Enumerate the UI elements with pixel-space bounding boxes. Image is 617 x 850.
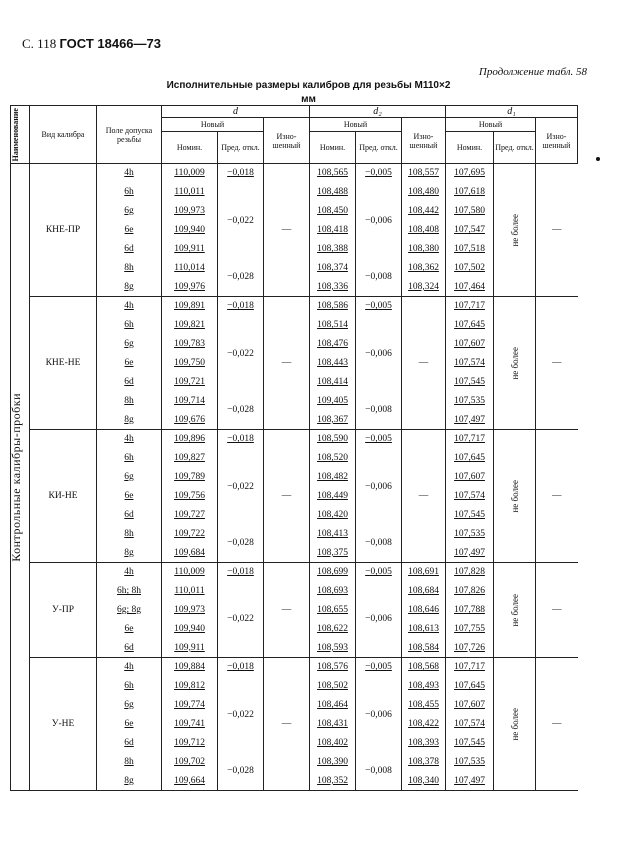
d1-nominal-cell: 107,607 [446,335,494,354]
margin-dot [596,157,600,161]
d-new-header: Новый [162,118,264,132]
d-deviation-block: −0,022 [218,582,264,658]
ne-bolee-label: не более [509,593,520,627]
d2-nominal-cell: 108,413 [310,525,356,544]
d2-nominal-cell: 108,402 [310,734,356,753]
table-row [11,430,578,449]
d1-nominal-cell: 107,618 [446,183,494,202]
table-row [11,658,578,677]
d2-worn-cell: 108,684 [402,582,446,601]
d1-nominal-cell: 107,717 [446,430,494,449]
gauge-type-cell: У-НЕ [30,658,97,791]
tolerance-field-cell: 6e [124,719,134,729]
d1-nominal-cell: 107,726 [446,639,494,658]
table-title: Исполнительные размеры калибров для резьбы М110×2 [166,80,451,91]
d1-worn-header: Изно-шенный [536,118,578,164]
d-nominal-cell: 109,702 [162,753,218,772]
tolerance-field-cell: 6d [97,639,162,658]
d-deviation-block: −0,022 [218,449,264,525]
page-ref: С. 118 [22,36,57,51]
d2-worn-header: Изно-шенный [402,118,446,164]
d-nominal-cell: 110,011 [162,582,218,601]
table-body [11,164,578,791]
d-nominal-cell: 109,940 [162,620,218,639]
tolerance-field-cell: 6d [124,510,134,520]
d2-worn-cell: 108,613 [402,620,446,639]
col-header-d1: d₁ [446,106,578,118]
d2-nom-header: Номин. [310,132,356,164]
d2-deviation-block: −0,008 [356,392,402,430]
d2-worn-cell: 108,393 [402,734,446,753]
d-deviation-block: −0,022 [218,677,264,753]
group-label: Контрольные калибры-пробки [9,392,23,562]
d-deviation-block: −0,028 [218,753,264,791]
ne-bolee-label: не более [509,707,520,741]
tolerance-field-cell: 6d [124,377,134,387]
d1-nominal-cell: 107,574 [446,487,494,506]
tolerance-field-cell: 8h [124,757,134,767]
d1-worn-cell: — [536,563,578,658]
d2-deviation-cell: −0,005 [356,164,402,183]
tolerance-field-cell: 6h [124,187,134,197]
d2-nominal-cell: 108,586 [310,297,356,316]
d2-nominal-cell: 108,450 [310,202,356,221]
d1-nominal-cell: 107,518 [446,240,494,259]
d2-nominal-cell: 108,414 [310,373,356,392]
d-deviation-cell: −0,018 [218,164,264,183]
d1-worn-cell: — [536,430,578,563]
d-worn-cell: — [264,658,310,791]
tolerance-field-cell: 8g [97,772,162,791]
d-nominal-cell: 109,973 [162,202,218,221]
d2-worn-cell: 108,422 [402,715,446,734]
d1-deviation-cell [494,658,536,791]
d1-nominal-cell: 107,574 [446,715,494,734]
d1-nominal-cell: 107,717 [446,297,494,316]
d-nominal-cell: 109,664 [162,772,218,791]
d1-nominal-cell: 107,574 [446,354,494,373]
tolerance-field-cell: 6g [124,700,134,710]
d1-nominal-cell: 107,607 [446,468,494,487]
d1-nominal-cell: 107,535 [446,753,494,772]
d-worn-cell: — [264,297,310,430]
d2-nominal-cell: 108,488 [310,183,356,202]
d-nominal-cell: 109,756 [162,487,218,506]
d2-nominal-cell: 108,388 [310,240,356,259]
d2-nominal-cell: 108,443 [310,354,356,373]
d1-nominal-cell: 107,645 [446,449,494,468]
tolerance-field-cell: 4h [97,658,162,677]
tolerance-field-cell: 4h [97,164,162,183]
tolerance-field-cell: 6g [124,339,134,349]
d1-deviation-cell [494,164,536,297]
d2-worn-cell: — [402,430,446,563]
d1-nominal-cell: 107,497 [446,411,494,430]
d1-nominal-cell: 107,717 [446,658,494,677]
d1-nominal-cell: 107,545 [446,506,494,525]
d1-worn-cell: — [536,297,578,430]
d-deviation-block: −0,022 [218,183,264,259]
standard-number: ГОСТ 18466—73 [59,36,161,51]
d-nominal-cell: 110,014 [162,259,218,278]
d2-deviation-block: −0,006 [356,183,402,259]
gauge-dimensions-table [10,105,578,791]
d-worn-cell: — [264,563,310,658]
group-label-cell [11,164,30,791]
tolerance-field-cell: 8g [97,278,162,297]
d2-worn-cell: 108,408 [402,221,446,240]
d2-nominal-cell: 108,590 [310,430,356,449]
d-deviation-cell: −0,018 [218,430,264,449]
table-row [11,563,578,582]
d-nominal-cell: 109,812 [162,677,218,696]
tolerance-field-cell: 6h [124,320,134,330]
tolerance-field-cell: 6g [124,206,134,216]
d1-nominal-cell: 107,464 [446,278,494,297]
tolerance-field-cell: 6h [124,681,134,691]
d2-nominal-cell: 108,418 [310,221,356,240]
ne-bolee-label: не более [509,346,520,380]
d2-worn-cell: 108,557 [402,164,446,183]
d2-worn-cell: 108,340 [402,772,446,791]
tolerance-field-cell: 6e [124,491,134,501]
d2-nominal-cell: 108,593 [310,639,356,658]
d-nominal-cell: 110,009 [162,164,218,183]
d-nominal-cell: 109,827 [162,449,218,468]
d1-dev-header: Пред. откл. [494,132,536,164]
d-nominal-cell: 109,896 [162,430,218,449]
d1-nominal-cell: 107,535 [446,525,494,544]
d2-nominal-cell: 108,699 [310,563,356,582]
d2-nominal-cell: 108,336 [310,278,356,297]
d-nominal-cell: 109,722 [162,525,218,544]
d2-deviation-block: −0,008 [356,753,402,791]
d2-worn-cell: 108,493 [402,677,446,696]
table-row [11,164,578,183]
d1-nominal-cell: 107,695 [446,164,494,183]
d-nominal-cell: 109,789 [162,468,218,487]
d2-nominal-cell: 108,390 [310,753,356,772]
d-nominal-cell: 109,727 [162,506,218,525]
d2-worn-cell: 108,646 [402,601,446,620]
d-worn-header: Изно-шенный [264,118,310,164]
d-nominal-cell: 109,973 [162,601,218,620]
d-deviation-block: −0,028 [218,525,264,563]
d2-deviation-block: −0,006 [356,316,402,392]
d2-nominal-cell: 108,449 [310,487,356,506]
table-unit: мм [301,94,316,105]
tolerance-field-cell: 6g [124,472,134,482]
d2-worn-cell: 108,442 [402,202,446,221]
tolerance-field-cell: 4h [97,563,162,582]
d2-new-header: Новый [310,118,402,132]
d-nominal-cell: 109,712 [162,734,218,753]
d2-nominal-cell: 108,476 [310,335,356,354]
tolerance-field-cell: 6e [124,624,134,634]
d1-deviation-cell [494,430,536,563]
d2-worn-cell: 108,455 [402,696,446,715]
d1-nominal-cell: 107,755 [446,620,494,639]
d1-nominal-cell: 107,645 [446,677,494,696]
tolerance-field-cell: 8h [124,529,134,539]
d-nominal-cell: 109,783 [162,335,218,354]
page-header [22,36,161,52]
tolerance-field-cell: 6g; 8g [116,605,141,615]
tolerance-field-cell: 8h [124,396,134,406]
d-nominal-cell: 109,741 [162,715,218,734]
d-nominal-cell: 109,821 [162,316,218,335]
tolerance-field-cell: 6h; 8h [116,586,141,596]
d1-nominal-cell: 107,547 [446,221,494,240]
gauge-type-cell: У-ПР [30,563,97,658]
d1-nominal-cell: 107,502 [446,259,494,278]
d1-deviation-cell [494,297,536,430]
d-nominal-cell: 109,774 [162,696,218,715]
d2-nominal-cell: 108,514 [310,316,356,335]
d2-nominal-cell: 108,655 [310,601,356,620]
col-header-d2: d₂ [310,106,446,118]
d2-worn-cell: 108,362 [402,259,446,278]
d2-deviation-cell: −0,005 [356,658,402,677]
tolerance-field-cell: 6d [124,244,134,254]
d-nominal-cell: 109,676 [162,411,218,430]
d2-deviation-cell: −0,005 [356,297,402,316]
d-dev-header: Пред. откл. [218,132,264,164]
d1-deviation-cell [494,563,536,658]
gauge-type-cell: КНЕ-НЕ [30,297,97,430]
d1-nominal-cell: 107,497 [446,544,494,563]
d2-nominal-cell: 108,375 [310,544,356,563]
d1-nominal-cell: 107,828 [446,563,494,582]
d2-deviation-block: −0,006 [356,449,402,525]
tolerance-field-cell: 8g [97,411,162,430]
col-header-name: Наименование [11,106,30,164]
gauge-type-cell: КИ-НЕ [30,430,97,563]
d1-worn-cell: — [536,658,578,791]
tolerance-field-cell: 6d [124,738,134,748]
d2-deviation-block: −0,008 [356,525,402,563]
col-header-gauge-type: Вид калибра [30,106,97,164]
ne-bolee-label: не более [509,479,520,513]
d2-worn-cell: 108,584 [402,639,446,658]
d-deviation-cell: −0,018 [218,658,264,677]
d-nominal-cell: 109,911 [162,240,218,259]
d2-worn-cell: 108,480 [402,183,446,202]
d2-worn-cell: 108,324 [402,278,446,297]
d-nominal-cell: 109,940 [162,221,218,240]
col-header-tolerance-field: Поле допуска резьбы [97,106,162,164]
d1-nominal-cell: 107,645 [446,316,494,335]
d2-nominal-cell: 108,367 [310,411,356,430]
d2-nominal-cell: 108,431 [310,715,356,734]
d-deviation-block: −0,028 [218,259,264,297]
d2-nominal-cell: 108,464 [310,696,356,715]
d1-nominal-cell: 107,545 [446,734,494,753]
tolerance-field-cell: 8g [97,544,162,563]
tolerance-field-cell: 6e [124,225,134,235]
d2-worn-cell: 108,378 [402,753,446,772]
d-nominal-cell: 109,891 [162,297,218,316]
gauge-type-cell: КНЕ-ПР [30,164,97,297]
d-nominal-cell: 109,714 [162,392,218,411]
d-nominal-cell: 109,884 [162,658,218,677]
d2-deviation-cell: −0,005 [356,430,402,449]
d2-deviation-block: −0,006 [356,582,402,658]
d2-nominal-cell: 109,405 [310,392,356,411]
d-nominal-cell: 109,911 [162,639,218,658]
d-nominal-cell: 110,011 [162,183,218,202]
d2-worn-cell: 108,691 [402,563,446,582]
ne-bolee-label: не более [509,213,520,247]
d2-nominal-cell: 108,565 [310,164,356,183]
d2-deviation-cell: −0,005 [356,563,402,582]
d-deviation-cell: −0,018 [218,563,264,582]
tolerance-field-cell: 8h [124,263,134,273]
d2-deviation-block: −0,008 [356,259,402,297]
d-nominal-cell: 109,976 [162,278,218,297]
d2-nominal-cell: 108,482 [310,468,356,487]
d2-nominal-cell: 108,520 [310,449,356,468]
d2-nominal-cell: 108,352 [310,772,356,791]
d1-nominal-cell: 107,535 [446,392,494,411]
col-header-d: d [162,106,310,118]
d2-worn-cell: 108,568 [402,658,446,677]
d-nominal-cell: 109,721 [162,373,218,392]
d2-deviation-block: −0,006 [356,677,402,753]
d1-nominal-cell: 107,497 [446,772,494,791]
d1-nominal-cell: 107,826 [446,582,494,601]
d2-worn-cell: — [402,297,446,430]
d1-nominal-cell: 107,607 [446,696,494,715]
d-nominal-cell: 109,684 [162,544,218,563]
d-nom-header: Номин. [162,132,218,164]
tolerance-field-cell: 6e [124,358,134,368]
d2-nominal-cell: 108,622 [310,620,356,639]
d-deviation-block: −0,028 [218,392,264,430]
d1-worn-cell: — [536,164,578,297]
d1-nominal-cell: 107,580 [446,202,494,221]
d1-nominal-cell: 107,545 [446,373,494,392]
d-nominal-cell: 109,750 [162,354,218,373]
d-worn-cell: — [264,164,310,297]
tolerance-field-cell: 4h [97,297,162,316]
tolerance-field-cell: 4h [97,430,162,449]
d1-new-header: Новый [446,118,536,132]
d2-nominal-cell: 108,420 [310,506,356,525]
d-worn-cell: — [264,430,310,563]
d2-nominal-cell: 108,693 [310,582,356,601]
d2-nominal-cell: 108,576 [310,658,356,677]
table-row [11,297,578,316]
d-deviation-cell: −0,018 [218,297,264,316]
d2-nominal-cell: 108,502 [310,677,356,696]
table-continuation-note: Продолжение табл. 58 [478,66,587,78]
d1-nom-header: Номин. [446,132,494,164]
d2-worn-cell: 108,380 [402,240,446,259]
d-nominal-cell: 110,009 [162,563,218,582]
d-deviation-block: −0,022 [218,316,264,392]
d2-dev-header: Пред. откл. [356,132,402,164]
tolerance-field-cell: 6h [124,453,134,463]
d2-nominal-cell: 108,374 [310,259,356,278]
d1-nominal-cell: 107,788 [446,601,494,620]
